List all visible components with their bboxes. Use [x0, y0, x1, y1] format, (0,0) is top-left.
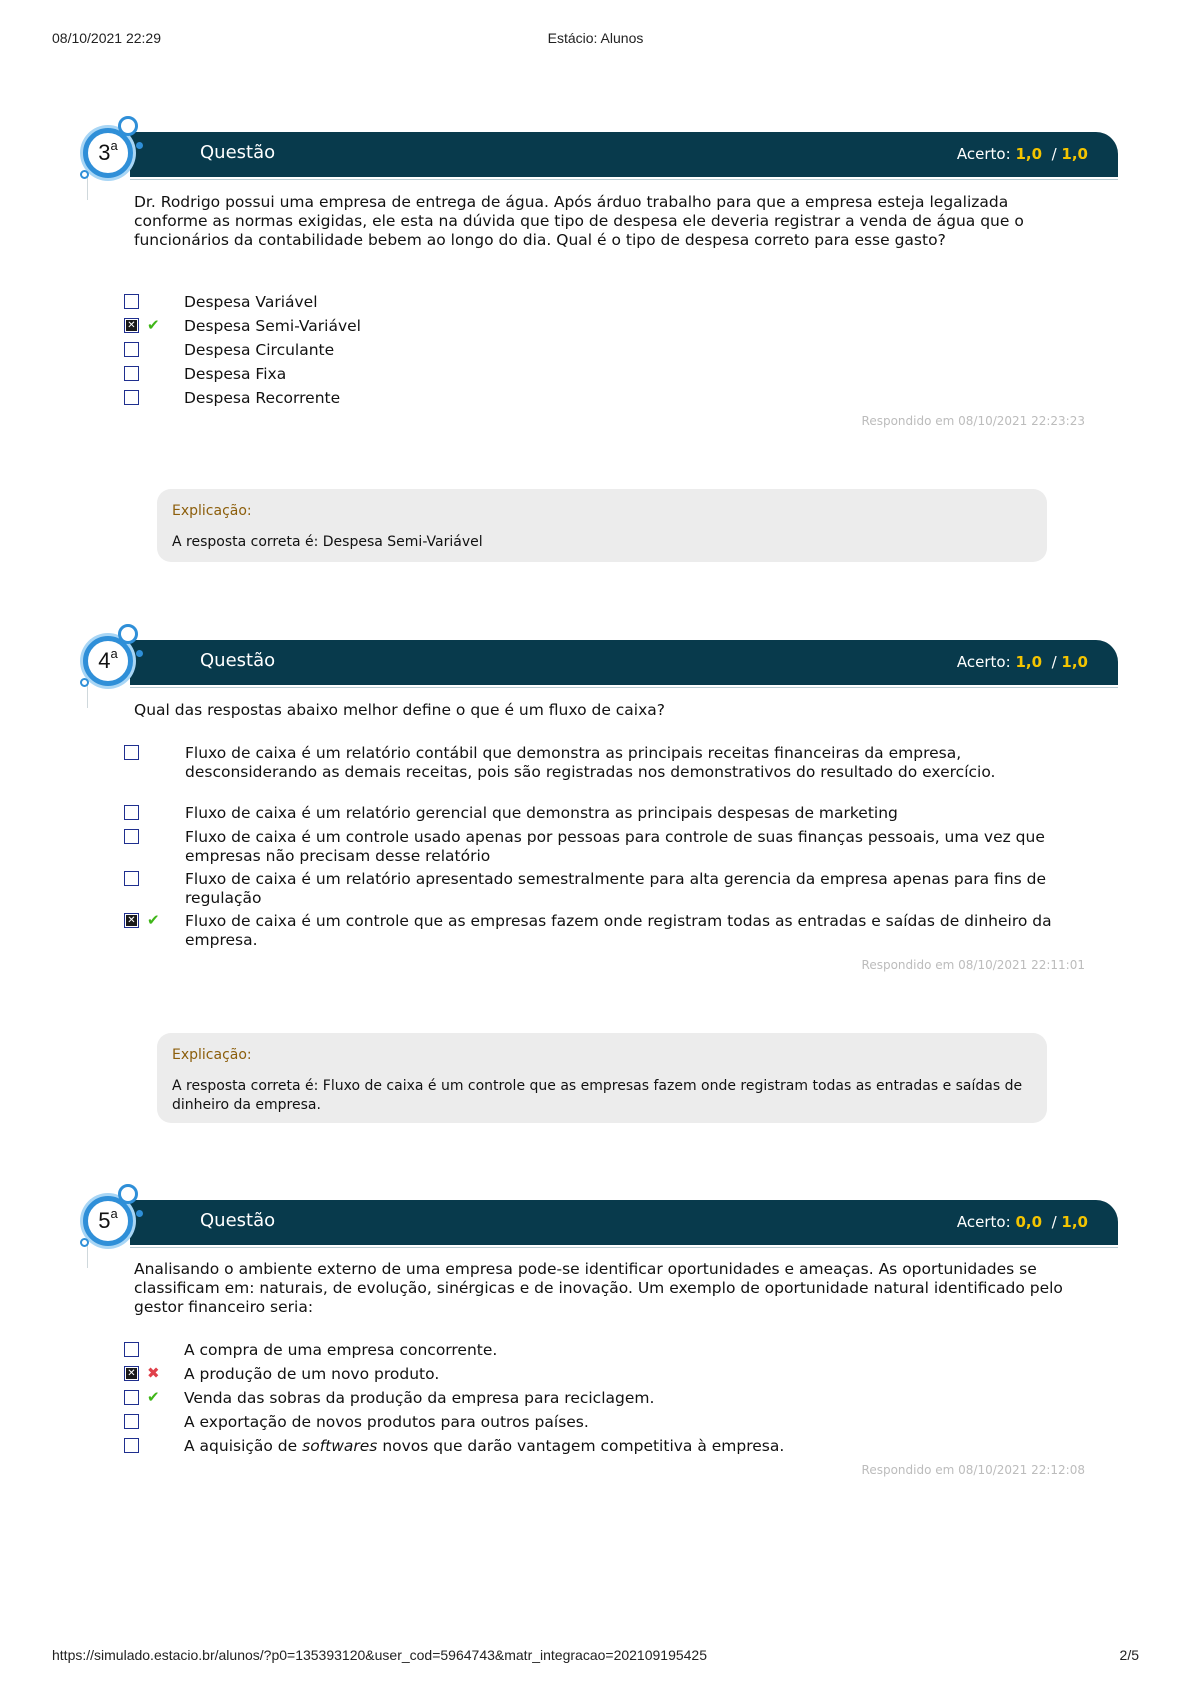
- checkbox[interactable]: [124, 745, 139, 760]
- question-3: Questão Acerto: 1,0 / 1,0 3$^a$ Dr. Rodrigo possui uma empresa de entrega de água. Após árduo trabalho para que a empresa esteja legalizada conforme as normas exigidas, ele esta na dúvida que tipo de despesa ele deveria registrar a venda de água que o funcionários da contabilidade bebem ao longo do dia. Qual é o tipo de despesa correto para esse gasto? Despesa Variável ✕ ✔ Despesa Semi-Variável Despesa Circulante Despesa Fixa Despesa Recorrente Respondido em 08/10/2021 22:23:23: [80, 120, 1118, 590]
- checkbox[interactable]: [124, 829, 139, 844]
- checkbox-checked[interactable]: [124, 913, 139, 928]
- answered-timestamp: Respondido em 08/10/2021 22:11:01: [861, 958, 1085, 972]
- checkbox[interactable]: [124, 1390, 139, 1405]
- question-text: Analisando o ambiente externo de uma empresa pode-se identificar oportunidades e ameaças. As oportunidades se classificam em: naturais, de evolução, sinérgicas e de inovação. Um exemplo de oportunidade natural identificado pelo gestor financeiro seria:: [134, 1260, 1063, 1316]
- checkbox[interactable]: [124, 342, 139, 357]
- print-date: 08/10/2021 22:29: [52, 30, 161, 46]
- bubble-icon: [80, 678, 89, 687]
- checkbox[interactable]: [124, 366, 139, 381]
- bubble-icon: [118, 116, 138, 136]
- bubble-icon: [136, 142, 143, 149]
- question-text: Dr. Rodrigo possui uma empresa de entrega de água. Após árduo trabalho para que a empresa esteja legalizada conforme as normas exigidas, ele esta na dúvida que tipo de despesa ele deveria registrar a venda de água que o funcionários da contabilidade bebem ao longo do dia. Qual é o tipo de despesa correto para esse gasto?: [134, 193, 1024, 249]
- score: Acerto: 1,0 / 1,0: [956, 145, 1088, 163]
- bubble-icon: [118, 1184, 138, 1204]
- question-5: Questão Acerto: 0,0 / 1,0 5$^a$ Analisando o ambiente externo de uma empresa pode-se identificar oportunidades e ameaças. As oportunidades se classificam em: naturais, de evolução, sinérgicas e de inovação. Um exemplo de oportunidade natural identificado pelo gestor financeiro seria: A compra de uma empresa concorrente. ✕ ✖ A produção de um novo produto. ✔ Venda das sobras da produção da empresa para reciclagem. A exportação de novos produtos para outros países. A aquisição de softwares novos que darão vantagem competitiva à empresa. Respondido em 08/10/2021 22:12:08: [80, 1188, 1118, 1488]
- question-header-bar: [130, 1200, 1118, 1245]
- checkbox[interactable]: [124, 1414, 139, 1429]
- checkbox[interactable]: [124, 1342, 139, 1357]
- question-title: Questão: [200, 142, 276, 163]
- question-number-badge: 3$^a$: [83, 128, 133, 178]
- correct-check-icon: ✔: [147, 316, 160, 334]
- question-header-bar: [130, 640, 1118, 685]
- checkbox-checked[interactable]: [124, 318, 139, 333]
- question-text: Qual das respostas abaixo melhor define o que é um fluxo de caixa?: [134, 701, 666, 719]
- checkbox[interactable]: [124, 871, 139, 886]
- checkbox[interactable]: [124, 805, 139, 820]
- print-title: Estácio: Alunos: [547, 30, 644, 46]
- bubble-icon: [136, 650, 143, 657]
- checkbox[interactable]: [124, 294, 139, 309]
- explanation-box: [157, 489, 1047, 562]
- x-mark-icon: ✕: [127, 320, 136, 331]
- explanation-text: A resposta correta é: Fluxo de caixa é um controle que as empresas fazem onde registram todas as entradas e saídas de dinheiro da empresa.: [172, 1078, 1023, 1113]
- answered-timestamp: Respondido em 08/10/2021 22:23:23: [861, 414, 1085, 428]
- print-url: https://simulado.estacio.br/alunos/?p0=135393120&user_cod=5964743&matr_integracao=202109195425: [52, 1647, 707, 1663]
- question-number-badge: 5$^a$: [83, 1196, 133, 1246]
- checkbox[interactable]: [124, 1438, 139, 1453]
- answered-timestamp: Respondido em 08/10/2021 22:12:08: [861, 1463, 1085, 1477]
- x-mark-icon: ✕: [127, 1368, 136, 1379]
- explanation-box: [157, 1033, 1047, 1123]
- question-title: Questão: [200, 1210, 276, 1231]
- question-title: Questão: [200, 650, 276, 671]
- checkbox[interactable]: [124, 390, 139, 405]
- bubble-icon: [118, 624, 138, 644]
- explanation-title: Explicação:: [172, 503, 252, 519]
- explanation-title: Explicação:: [172, 1047, 252, 1063]
- checkbox-checked[interactable]: [124, 1366, 139, 1381]
- wrong-x-icon: ✖: [147, 1364, 160, 1382]
- question-header-bar: [130, 132, 1118, 177]
- bubble-icon: [136, 1210, 143, 1217]
- correct-check-icon: ✔: [147, 911, 160, 929]
- bubble-icon: [80, 170, 89, 179]
- question-4: Questão Acerto: 1,0 / 1,0 4$^a$ Qual das respostas abaixo melhor define o que é um fluxo de caixa? Fluxo de caixa é um relatório contábil que demonstra as principais receitas financeiras da empresa, desconsiderando as demais receitas, pois são registradas nos demonstrativos do resultado do exercício. Fluxo de caixa é um relatório gerencial que demonstra as principais despesas de marketing Fluxo de caixa é um controle usado apenas por pessoas para controle de suas finanças pessoais, uma vez que empresas não precisam desse relatório Fluxo de caixa é um relatório apresentado semestralmente para alta gerencia da empresa apenas para fins de regulação ✕ ✔ Fluxo de caixa é um controle que as empresas fazem onde registram todas as entradas e saídas de dinheiro da empresa. Respondido em 08/10/2021 22:11:01: [80, 628, 1118, 1008]
- correct-check-icon: ✔: [147, 1388, 160, 1406]
- score: Acerto: 1,0 / 1,0: [956, 653, 1088, 671]
- explanation-text: A resposta correta é: Despesa Semi-Variável: [172, 534, 483, 550]
- print-page-number: 2/5: [1119, 1647, 1139, 1663]
- score: Acerto: 0,0 / 1,0: [956, 1213, 1088, 1231]
- bubble-icon: [80, 1238, 89, 1247]
- x-mark-icon: ✕: [127, 915, 136, 926]
- question-number-badge: 4$^a$: [83, 636, 133, 686]
